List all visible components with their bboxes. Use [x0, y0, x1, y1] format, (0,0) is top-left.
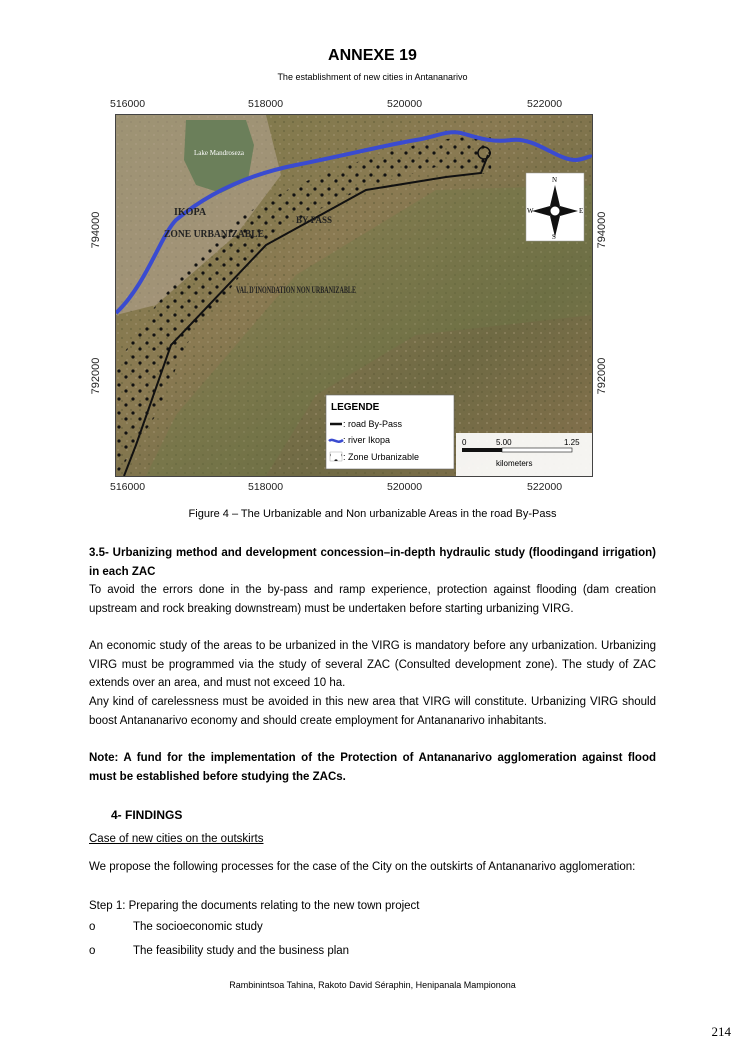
lake-label: Lake Mandroseza — [194, 149, 244, 157]
paragraph-1: To avoid the errors done in the by-pass and ramp experience, protection against flooding (dam creation upstream and rock breaking downstream) must be undertaken before starting urbanizing VIRG. — [89, 584, 656, 615]
left-tick-794000: 794000 — [90, 211, 102, 249]
legend-river: : river Ikopa — [343, 435, 391, 445]
scale-unit: kilometers — [496, 459, 533, 468]
footer-authors: Rambinintsoa Tahina, Rakoto David Séraphin, Henipanala Mampionona — [229, 980, 516, 990]
bottom-tick-520000: 520000 — [387, 481, 423, 493]
map-legend — [326, 395, 454, 469]
annex-subtitle: The establishment of new cities in Antananarivo — [277, 72, 468, 82]
bullet-text: The socioeconomic study — [133, 921, 263, 933]
bullet-item — [89, 945, 349, 957]
legend-zone: : Zone Urbanizable — [343, 452, 420, 462]
bullet-item — [89, 921, 263, 933]
legend-road: : road By-Pass — [343, 419, 403, 429]
paragraph-2: An economic study of the areas to be urbanized in the VIRG is mandatory before any urbanization. Urbanizing VIRG must be programmed via the study of several ZAC (Consulted development zone). The study of ZAC extends over an area, and must not exceed 10 ha. — [89, 640, 656, 689]
page-number: 214 — [711, 1024, 731, 1039]
satellite-map — [115, 114, 593, 477]
top-tick-518000: 518000 — [248, 98, 284, 110]
top-tick-522000: 522000 — [527, 98, 563, 110]
scale-start: 0 — [462, 438, 467, 447]
scale-mid: 5.00 — [496, 438, 512, 447]
findings-heading: 4- FINDINGS — [111, 808, 183, 822]
compass-s: S — [552, 233, 556, 241]
bullet-mark: o — [89, 921, 96, 933]
scale-bar — [456, 433, 592, 476]
bottom-tick-522000: 522000 — [527, 481, 563, 493]
bullet-mark: o — [89, 945, 96, 957]
compass-n: N — [552, 176, 558, 184]
val-label: VAL D'INONDATION NON URBANIZABLE — [236, 286, 356, 296]
step-1: Step 1: Preparing the documents relating to the new town project — [89, 900, 420, 912]
compass-w: W — [527, 207, 534, 215]
paragraph-3: Any kind of carelessness must be avoided in this new area that VIRG will constitute. Urbanizing VIRG should boost Antananarivo economy and should create employment for Antananarivo inhabitants. — [89, 696, 656, 727]
note-paragraph: Note: A fund for the implementation of the Protection of Antananarivo agglomeration against flood must be established before studying the ZACs. — [89, 752, 656, 783]
top-tick-516000: 516000 — [110, 98, 146, 110]
top-tick-520000: 520000 — [387, 98, 423, 110]
figure-caption: Figure 4 – The Urbanizable and Non urbanizable Areas in the road By-Pass — [188, 508, 557, 520]
bottom-tick-516000: 516000 — [110, 481, 146, 493]
bullet-text: The feasibility study and the business plan — [133, 945, 350, 957]
ikopa-label: IKOPA — [174, 207, 207, 218]
zone-label: ZONE URBANIZABLE — [164, 229, 265, 240]
bottom-tick-518000: 518000 — [248, 481, 284, 493]
bypass-label: BY-PASS — [296, 215, 333, 225]
compass-rose — [526, 173, 584, 241]
compass-e: E — [579, 207, 584, 215]
legend-title: LEGENDE — [331, 402, 380, 413]
findings-intro: We propose the following processes for the case of the City on the outskirts of Antananarivo agglomeration: — [89, 861, 636, 873]
annex-title: ANNEXE 19 — [328, 47, 417, 64]
right-tick-794000: 794000 — [596, 211, 608, 249]
scale-end: 1.25 — [564, 438, 580, 447]
right-tick-792000: 792000 — [596, 357, 608, 395]
case-subheading: Case of new cities on the outskirts — [89, 833, 264, 845]
section-heading: 3.5- Urbanizing method and development concession–in-depth hydraulic study (floodingand irrigation) in each ZAC — [89, 547, 656, 578]
left-tick-792000: 792000 — [90, 357, 102, 395]
